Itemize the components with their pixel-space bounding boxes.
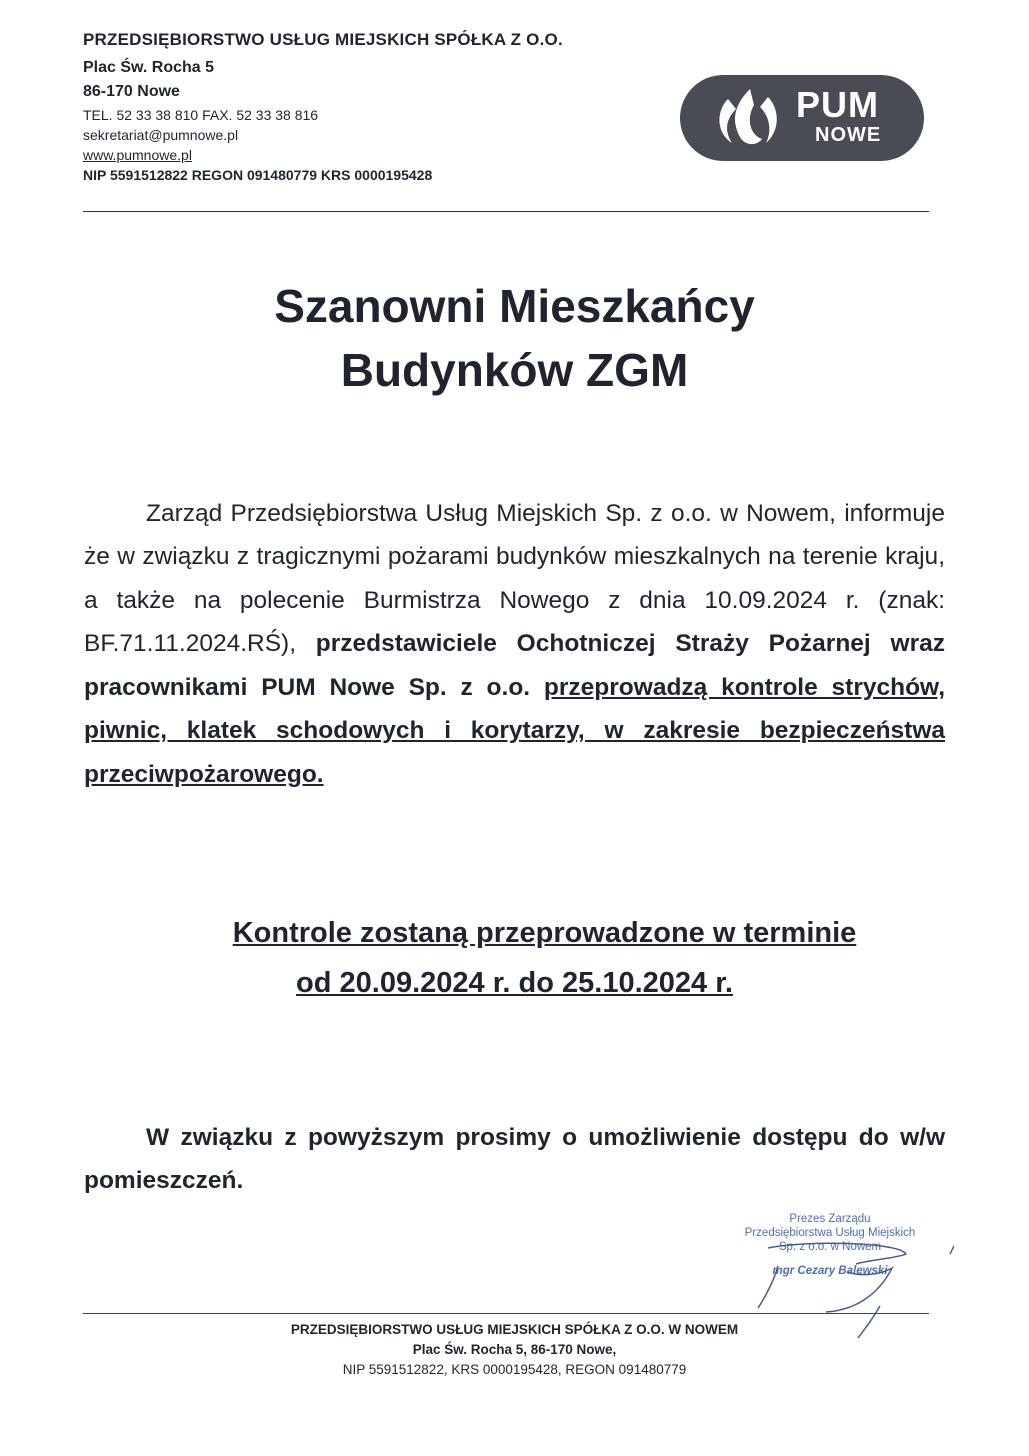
body-intro: Zarząd Przedsiębiorstwa Usług Miejskich Sp. z o.o. w Nowem, informuje że w związku z tragicznymi pożarami budynków mieszkalnych na terenie kraju, a także na polecenie Burmistrza Nowego z dnia 10.09.2024 r. (znak: BF.71.11.2024.RŚ), (84, 499, 945, 657)
company-phone-fax: TEL. 52 33 38 810 FAX. 52 33 38 816 (83, 107, 319, 123)
title-line-1: Szanowni Mieszkańcy (274, 280, 755, 332)
schedule-block (0, 908, 1029, 1008)
stamp-name: mgr Cezary Balewski (772, 1265, 888, 1277)
footer-company: PRZEDSIĘBIORSTWO USŁUG MIEJSKICH SPÓŁKA Z O.O. W NOWEM (290, 1322, 739, 1337)
body-paragraph (84, 492, 945, 797)
company-registration-ids: NIP 5591512822 REGON 091480779 KRS 0000195428 (83, 167, 433, 183)
body-underlined-part: przeprowadzą kontrole strychów, piwnic, klatek schodowych i korytarzy, w zakresie bezpieczeństwa przeciwpożarowego. (84, 673, 945, 788)
logo-title: PUM (796, 84, 879, 125)
company-header (83, 30, 683, 183)
footer-address: Plac Św. Rocha 5, 86-170 Nowe, (412, 1342, 617, 1357)
footer-divider (83, 1313, 929, 1314)
stamp-line-1: Prezes Zarządu (789, 1213, 871, 1225)
company-email[interactable]: sekretariat@pumnowe.pl (83, 127, 239, 143)
footer (0, 1322, 1029, 1377)
stamp-line-2: Przedsiębiorstwa Usług Miejskich (744, 1227, 916, 1239)
title-line-2: Budynków ZGM (340, 344, 689, 396)
company-city: 86-170 Nowe (83, 83, 180, 100)
access-request: W związku z powyższym prosimy o umożliwienie dostępu do w/w pomieszczeń. (84, 1123, 945, 1194)
stamp-line-3: Sp. z o.o. w Nowem (778, 1241, 882, 1253)
schedule-line-1: Kontrole zostaną przeprowadzone w terminie (232, 917, 857, 949)
schedule-line-2: od 20.09.2024 r. do 25.10.2024 r. (296, 967, 733, 999)
letter-title (0, 274, 1029, 402)
body-bold-part: przedstawiciele Ochotniczej Straży Pożarnej wraz pracownikami PUM Nowe Sp. z o.o. (84, 630, 945, 701)
header-divider (83, 211, 929, 212)
company-street: Plac Św. Rocha 5 (83, 59, 215, 76)
company-name: PRZEDSIĘBIORSTWO USŁUG MIEJSKICH SPÓŁKA Z O.O. (83, 30, 563, 49)
company-website-link[interactable]: www.pumnowe.pl (83, 147, 192, 163)
footer-registration-ids: NIP 5591512822, KRS 0000195428, REGON 091480779 (342, 1362, 687, 1377)
logo-subtitle: NOWE (815, 124, 882, 146)
flame-drop-icon (710, 85, 790, 151)
pum-nowe-logo (680, 75, 924, 161)
